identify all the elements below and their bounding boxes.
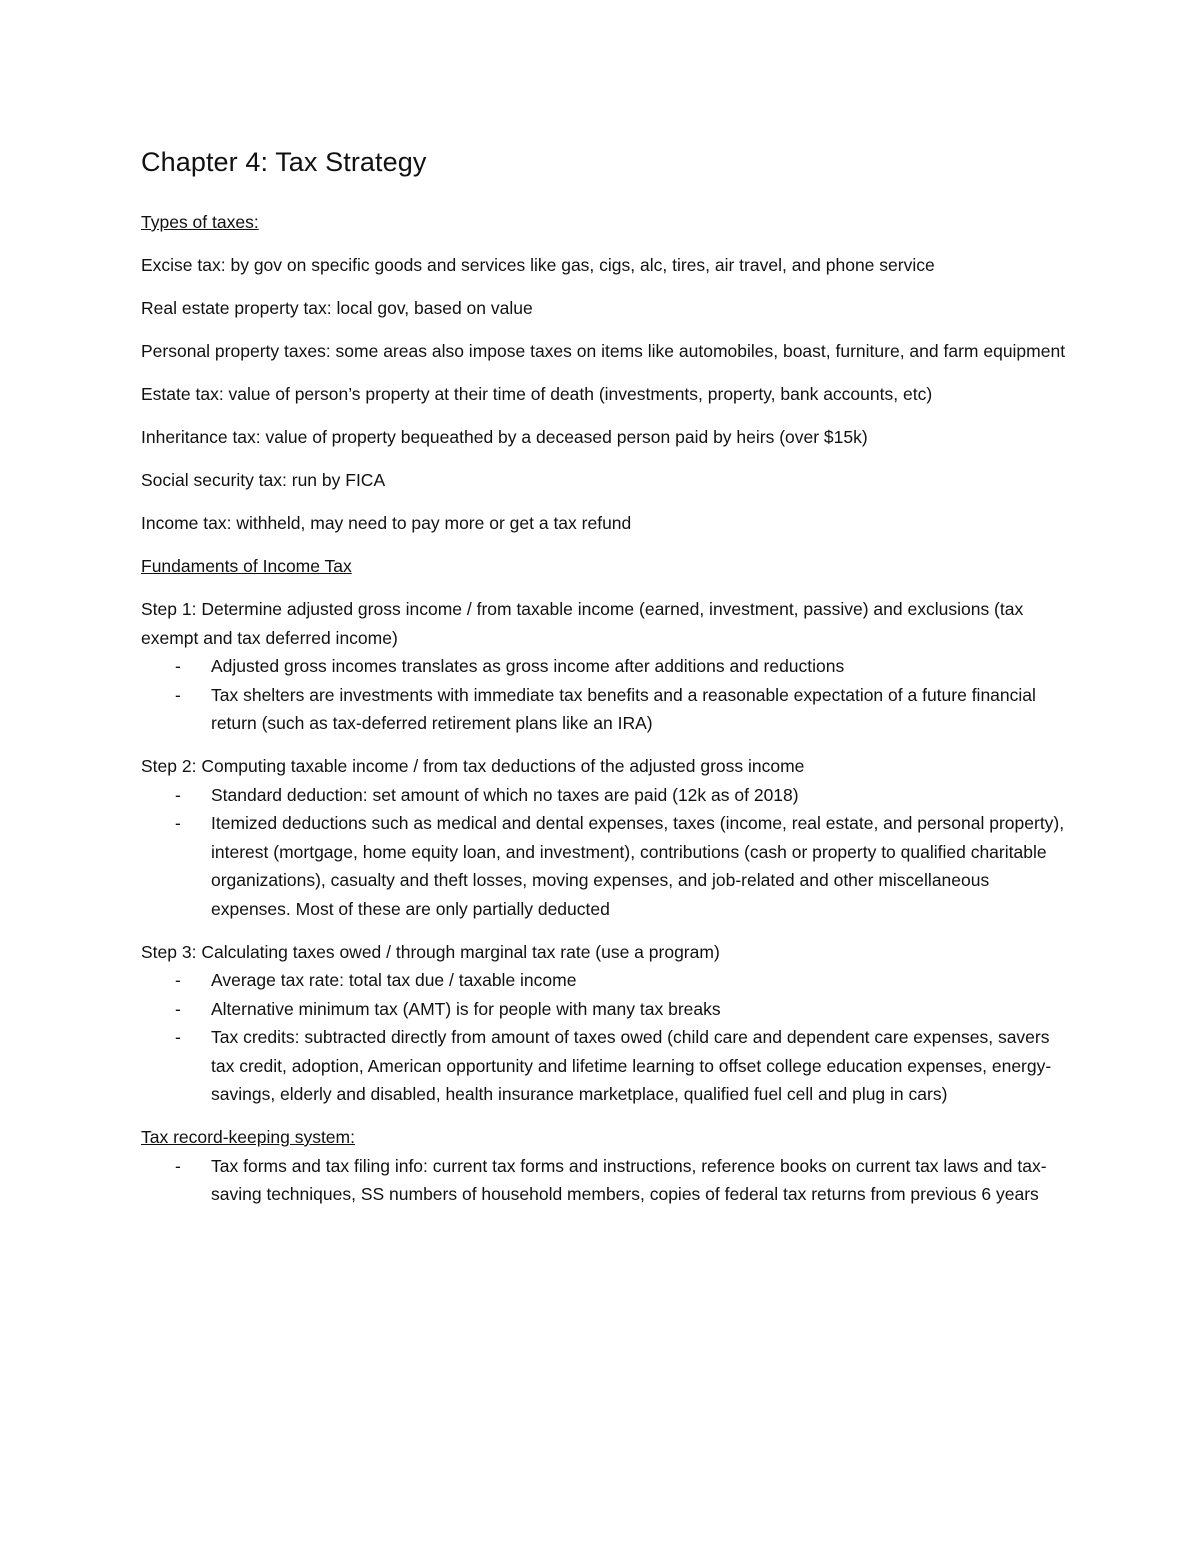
step-2-bullets — [141, 781, 1071, 924]
record-keeping-bullets — [141, 1152, 1071, 1209]
list-item-text: Standard deduction: set amount of which no taxes are paid (12k as of 2018) — [211, 784, 799, 805]
list-item-text: Tax forms and tax filing info: current tax forms and instructions, reference books on current tax laws and tax-saving techniques, SS numbers of household members, copies of federal tax returns from previous 6 years — [211, 1155, 1047, 1204]
step-3-bullets — [141, 966, 1071, 1109]
list-item — [141, 966, 1071, 995]
list-item — [141, 1023, 1071, 1109]
document-page — [141, 140, 1071, 1209]
tax-item-inheritance: Inheritance tax: value of property bequeathed by a deceased person paid by heirs (over $15k) — [141, 427, 868, 447]
step-3-text: Step 3: Calculating taxes owed / through marginal tax rate (use a program) — [141, 941, 720, 962]
page-title: Chapter 4: Tax Strategy — [141, 147, 427, 177]
list-item-text: Tax credits: subtracted directly from amount of taxes owed (child care and dependent care expenses, savers tax credit, adoption, American opportunity and lifetime learning to offset college education expenses, energy-savings, elderly and disabled, health insurance marketplace, qualified fuel cell and plug in cars) — [211, 1027, 1052, 1104]
tax-item-real-estate: Real estate property tax: local gov, based on value — [141, 298, 533, 318]
bullet-marker: - — [175, 1155, 181, 1176]
list-item-text: Itemized deductions such as medical and dental expenses, taxes (income, real estate, and personal property), interest (mortgage, home equity loan, and investment), contributions (cash or property to qualified charitable organizations), casualty and theft losses, moving expenses, and job-related and other miscellaneous expenses. Most of these are only partially deducted — [211, 813, 1065, 919]
list-item-text: Adjusted gross incomes translates as gross income after additions and reductions — [211, 656, 845, 676]
bullet-marker: - — [175, 970, 181, 990]
list-item — [141, 681, 1071, 738]
list-item — [141, 809, 1071, 923]
bullet-marker: - — [175, 1027, 181, 1047]
step-1-bullets — [141, 652, 1071, 738]
tax-item-estate: Estate tax: value of person’s property at their time of death (investments, property, bank accounts, etc) — [141, 384, 933, 404]
list-item — [141, 781, 1071, 810]
bullet-marker: - — [175, 784, 181, 805]
list-item — [141, 652, 1071, 681]
list-item — [141, 995, 1071, 1024]
bullet-marker: - — [175, 684, 181, 705]
list-item-text: Tax shelters are investments with immediate tax benefits and a reasonable expectation of a future financial return (such as tax-deferred retirement plans like an IRA) — [211, 684, 1036, 733]
list-item-text: Average tax rate: total tax due / taxable income — [211, 970, 577, 990]
types-heading: Types of taxes: — [141, 212, 259, 232]
bullet-marker: - — [175, 656, 181, 676]
tax-item-excise: Excise tax: by gov on specific goods and services like gas, cigs, alc, tires, air travel, and phone service — [141, 255, 935, 275]
list-item — [141, 1152, 1071, 1209]
tax-item-income: Income tax: withheld, may need to pay more or get a tax refund — [141, 513, 632, 533]
list-item-text: Alternative minimum tax (AMT) is for people with many tax breaks — [211, 998, 721, 1019]
record-keeping-heading: Tax record-keeping system: — [141, 1127, 355, 1147]
fundamentals-heading: Fundaments of Income Tax — [141, 556, 352, 576]
step-1-text: Step 1: Determine adjusted gross income / from taxable income (earned, investment, passive) and exclusions (tax exempt and tax deferred income) — [141, 599, 1024, 648]
step-2-text: Step 2: Computing taxable income / from tax deductions of the adjusted gross income — [141, 756, 805, 776]
bullet-marker: - — [175, 813, 181, 833]
tax-item-personal-property: Personal property taxes: some areas also impose taxes on items like automobiles, boast, furniture, and farm equipment — [141, 341, 1066, 361]
tax-item-social-security: Social security tax: run by FICA — [141, 470, 386, 490]
bullet-marker: - — [175, 998, 181, 1019]
